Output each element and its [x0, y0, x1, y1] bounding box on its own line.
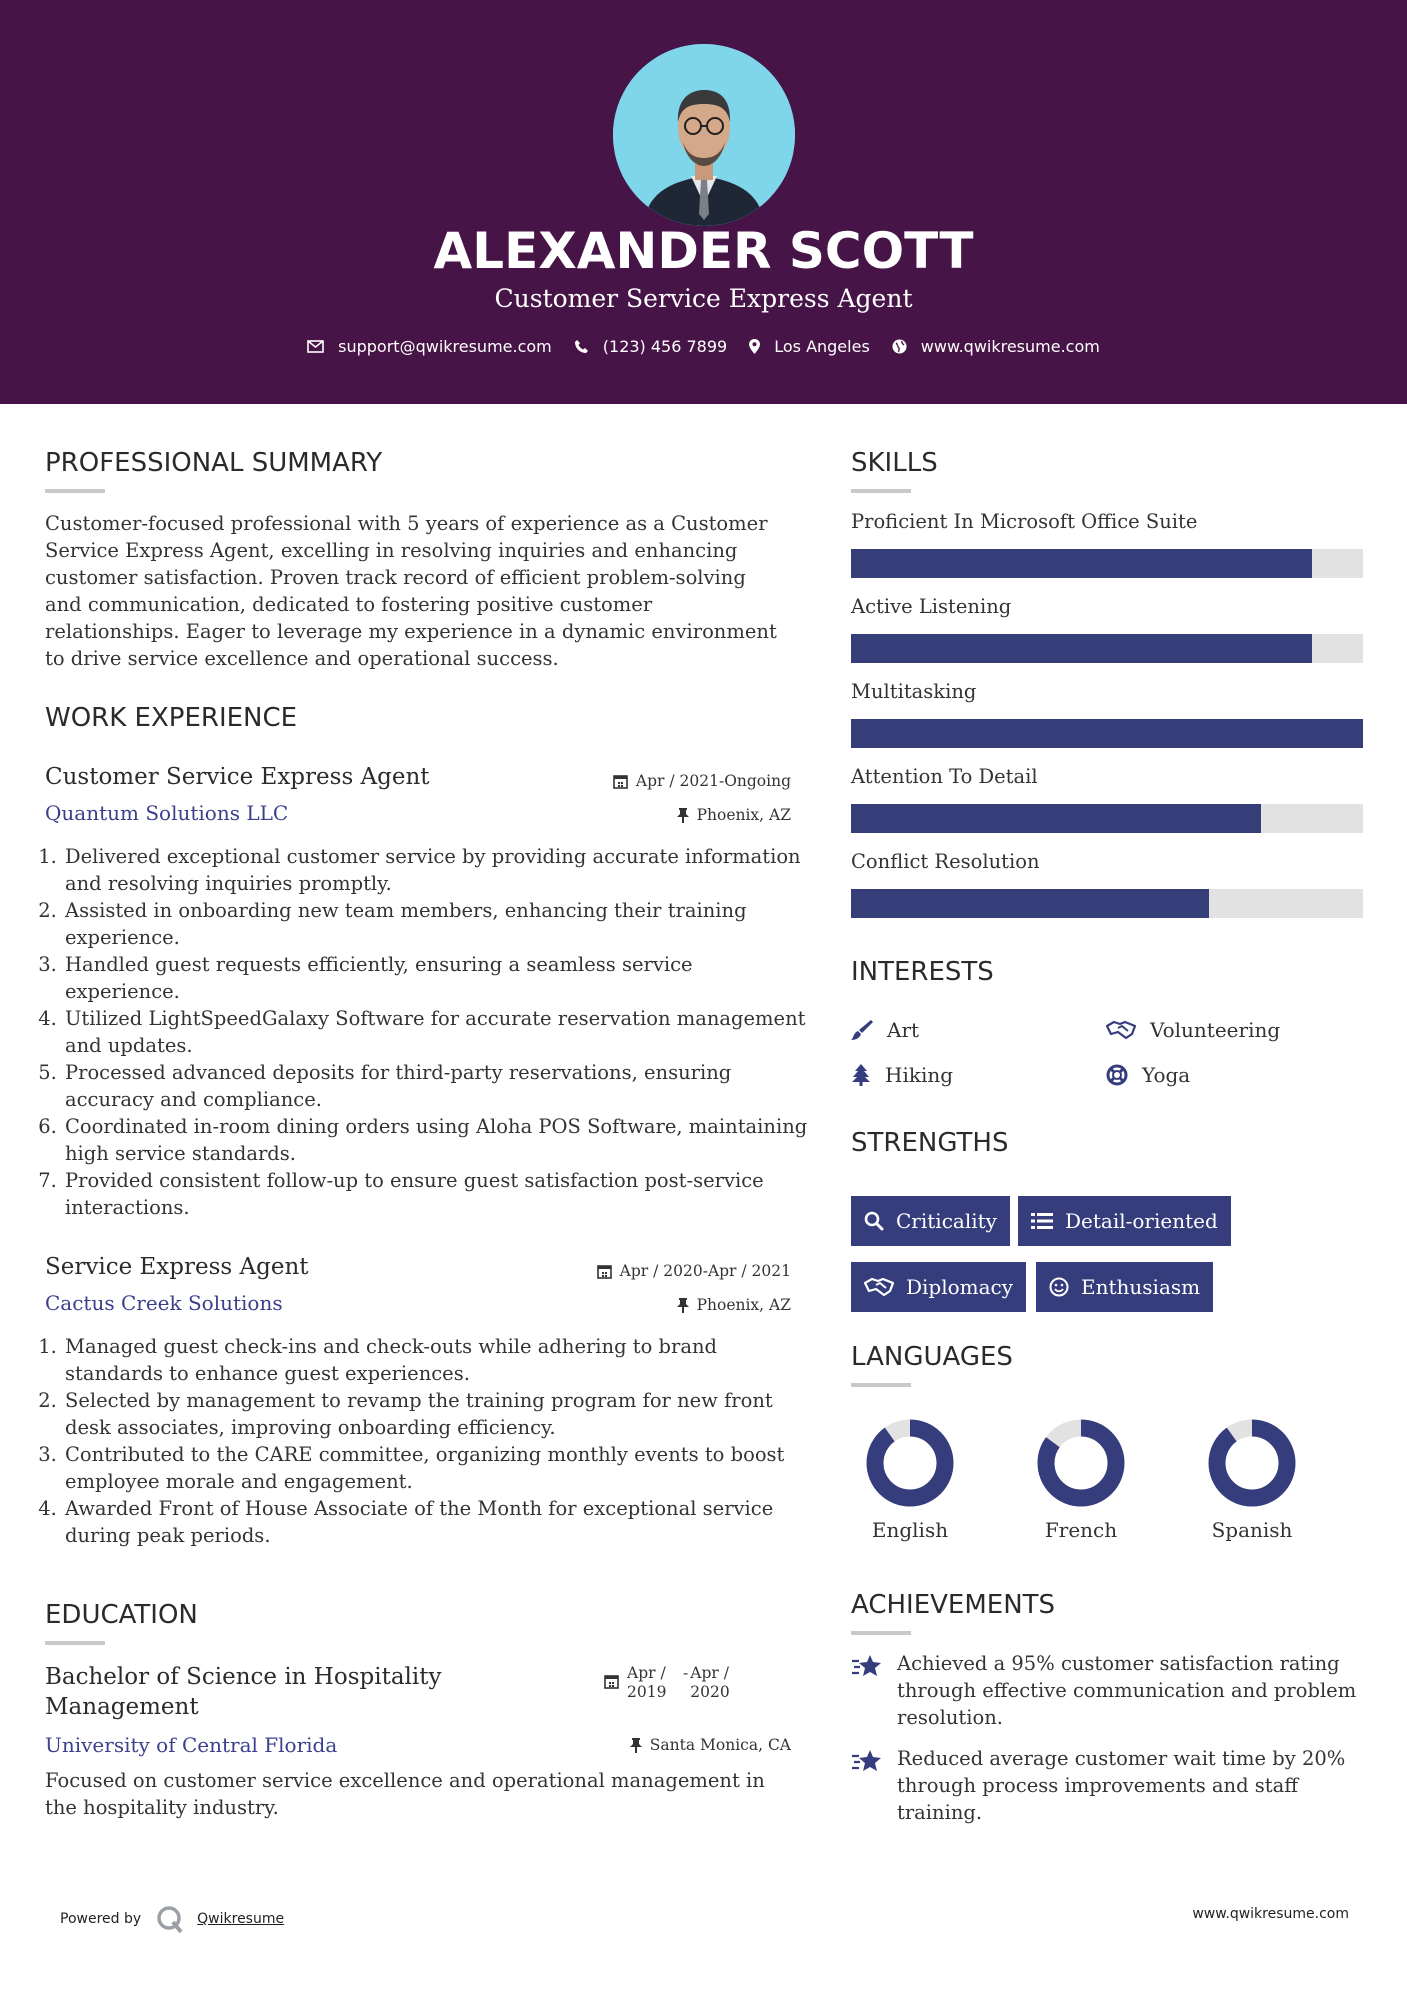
contact-phone[interactable] [574, 337, 727, 356]
list-item: 7. Provided consistent follow-up to ensure guest satisfaction post-service interactions. [63, 1167, 808, 1221]
footer-website[interactable]: www.qwikresume.com [1192, 1906, 1349, 1922]
strength-label: Detail-oriented [1065, 1209, 1218, 1233]
contact-location-text: Los Angeles [774, 337, 870, 356]
company-name: Cactus Creek Solutions [45, 1291, 283, 1315]
skill-label: Proficient In Microsoft Office Suite [851, 510, 1198, 533]
resume-header [0, 0, 1407, 404]
calendar-icon [604, 1674, 619, 1689]
achievement-item [851, 1650, 1371, 1731]
skill-label: Attention To Detail [851, 765, 1038, 788]
education-heading: EDUCATION [45, 1600, 198, 1630]
brand-link[interactable]: Qwikresume [197, 1911, 285, 1927]
interests-heading: INTERESTS [851, 957, 994, 987]
achievement-text: Achieved a 95% customer satisfaction rating through effective communication and problem resolution. [897, 1652, 1357, 1729]
map-marker-icon [749, 339, 760, 354]
education-dates [604, 1664, 736, 1702]
interest-label: Hiking [885, 1063, 954, 1087]
list-item: 2. Selected by management to revamp the training program for new front desk associates, improving onboarding efficiency. [63, 1387, 808, 1441]
skill-level-fill [851, 719, 1363, 748]
lifering-icon [1106, 1064, 1128, 1086]
envelope-icon [307, 340, 324, 353]
education-description: Focused on customer service excellence and operational management in the hospitality industry. [45, 1769, 765, 1819]
list-item: 1. Delivered exceptional customer service by providing accurate information and resolving inquiries promptly. [63, 843, 808, 897]
strength-tag [851, 1196, 1010, 1246]
interest-item [851, 1018, 919, 1042]
footer-powered-by [60, 1904, 284, 1934]
job-title: Service Express Agent [45, 1254, 309, 1280]
interest-label: Volunteering [1150, 1018, 1281, 1042]
list-item: 6. Coordinated in-room dining orders using Aloha POS Software, maintaining high service standards. [63, 1113, 808, 1167]
globe-icon [892, 339, 907, 354]
skill-level-fill [851, 804, 1261, 833]
school-name: University of Central Florida [45, 1733, 338, 1757]
summary-text: Customer-focused professional with 5 years of experience as a Customer Service Express Agent, excelling in resolving inquiries and enhancing customer satisfaction. Proven track record of efficient problem-solving and communication, dedicated to fostering positive customer relationships. Eager to leverage my experience in a dynamic environment to drive service excellence and operational success. [45, 512, 777, 670]
skill-label: Active Listening [851, 595, 1012, 618]
job-dates [613, 772, 791, 790]
strength-label: Diplomacy [906, 1275, 1014, 1299]
contact-phone-text: (123) 456 7899 [602, 337, 728, 356]
job-location [677, 806, 791, 824]
skills-rule [851, 489, 911, 493]
contact-bar [0, 337, 1407, 356]
education-rule [45, 1641, 105, 1645]
list-item: 3. Contributed to the CARE committee, organizing monthly events to boost employee morale and engagement. [63, 1441, 808, 1495]
job-bullets [45, 843, 808, 1221]
strength-tag [1036, 1262, 1213, 1312]
phone-icon [574, 339, 589, 354]
achievement-text: Reduced average customer wait time by 20% through process improvements and staff training. [897, 1747, 1346, 1824]
skill-level-fill [851, 889, 1209, 918]
strength-tag [851, 1262, 1026, 1312]
pushpin-icon [677, 1298, 689, 1313]
summary-rule [45, 489, 105, 493]
candidate-name: ALEXANDER SCOTT [433, 222, 974, 280]
qwikresume-logo-icon [155, 1904, 185, 1934]
smile-icon [1049, 1277, 1069, 1297]
skill-level-bar [851, 804, 1363, 833]
job-title: Customer Service Express Agent [45, 764, 430, 790]
strength-tag [1018, 1196, 1231, 1246]
education-date-separator: - [683, 1664, 689, 1682]
list-item: 5. Processed advanced deposits for third-party reservations, ensuring accuracy and compliance. [63, 1059, 808, 1113]
strengths-heading: STRENGTHS [851, 1128, 1009, 1158]
language-item [860, 1418, 960, 1542]
strength-label: Criticality [896, 1209, 997, 1233]
contact-website[interactable] [892, 337, 1100, 356]
tree-icon [851, 1064, 871, 1086]
calendar-icon [597, 1264, 612, 1279]
handshake-icon [864, 1277, 894, 1297]
search-icon [864, 1211, 884, 1231]
education-end: Apr / 2020 [690, 1664, 730, 1701]
contact-email[interactable] [307, 337, 552, 356]
handshake-icon [1106, 1020, 1136, 1040]
language-label: French [1044, 1518, 1118, 1542]
language-level-ring [865, 1418, 955, 1508]
job-location-text: Phoenix, AZ [696, 1296, 791, 1314]
language-ring-fill [875, 1428, 945, 1498]
language-item [1202, 1418, 1302, 1542]
job-dates-text: Apr / 2021-Ongoing [635, 772, 791, 790]
job-dates [597, 1262, 791, 1280]
education-location [630, 1736, 791, 1754]
skill-level-bar [851, 889, 1363, 918]
interest-label: Yoga [1142, 1063, 1191, 1087]
achievements-rule [851, 1631, 911, 1635]
skill-label: Multitasking [851, 680, 977, 703]
pushpin-icon [630, 1738, 642, 1753]
skill-level-bar [851, 549, 1363, 578]
job-dates-text: Apr / 2020-Apr / 2021 [619, 1262, 791, 1280]
language-label: English [871, 1518, 949, 1542]
skill-level-fill [851, 549, 1312, 578]
achievements-heading: ACHIEVEMENTS [851, 1590, 1056, 1620]
contact-location [749, 337, 870, 356]
list-item: 3. Handled guest requests efficiently, ensuring a seamless service experience. [63, 951, 808, 1005]
skills-heading: SKILLS [851, 448, 938, 478]
list-item: 4. Awarded Front of House Associate of the Month for exceptional service during peak periods. [63, 1495, 808, 1549]
education-location-text: Santa Monica, CA [649, 1736, 791, 1754]
summary-heading: PROFESSIONAL SUMMARY [45, 448, 383, 478]
education-start: Apr / 2019 [627, 1664, 667, 1701]
calendar-icon [613, 774, 628, 789]
star-award-icon [851, 1747, 883, 1775]
paintbrush-icon [851, 1019, 873, 1041]
languages-rule [851, 1383, 911, 1387]
language-ring-fill [1217, 1428, 1287, 1498]
language-label: Spanish [1211, 1518, 1293, 1542]
list-icon [1031, 1212, 1053, 1230]
job-location-text: Phoenix, AZ [696, 806, 791, 824]
interest-item [1106, 1018, 1280, 1042]
list-item: 2. Assisted in onboarding new team members, enhancing their training experience. [63, 897, 808, 951]
languages-heading: LANGUAGES [851, 1342, 1013, 1372]
contact-email-text: support@qwikresume.com [338, 337, 552, 356]
candidate-title: Customer Service Express Agent [494, 284, 913, 313]
interest-label: Art [887, 1018, 920, 1042]
powered-by-label: Powered by [60, 1911, 142, 1927]
interest-item [851, 1063, 953, 1087]
skill-level-bar [851, 719, 1363, 748]
contact-website-text: www.qwikresume.com [920, 337, 1100, 356]
strength-label: Enthusiasm [1081, 1275, 1201, 1299]
skill-level-fill [851, 634, 1312, 663]
star-award-icon [851, 1652, 883, 1680]
job-location [677, 1296, 791, 1314]
list-item: 4. Utilized LightSpeedGalaxy Software for accurate reservation management and updates. [63, 1005, 808, 1059]
language-level-ring [1036, 1418, 1126, 1508]
skill-label: Conflict Resolution [851, 850, 1040, 873]
list-item: 1. Managed guest check-ins and check-outs while adhering to brand standards to enhance guest experiences. [63, 1333, 808, 1387]
pushpin-icon [677, 808, 689, 823]
achievement-item [851, 1745, 1371, 1826]
experience-heading: WORK EXPERIENCE [45, 703, 298, 733]
job-bullets [45, 1333, 808, 1549]
skill-level-bar [851, 634, 1363, 663]
language-level-ring [1207, 1418, 1297, 1508]
interest-item [1106, 1063, 1190, 1087]
profile-photo [613, 44, 795, 226]
degree-title: Bachelor of Science in Hospitality Management [45, 1664, 442, 1720]
company-name: Quantum Solutions LLC [45, 801, 289, 825]
language-item [1031, 1418, 1131, 1542]
